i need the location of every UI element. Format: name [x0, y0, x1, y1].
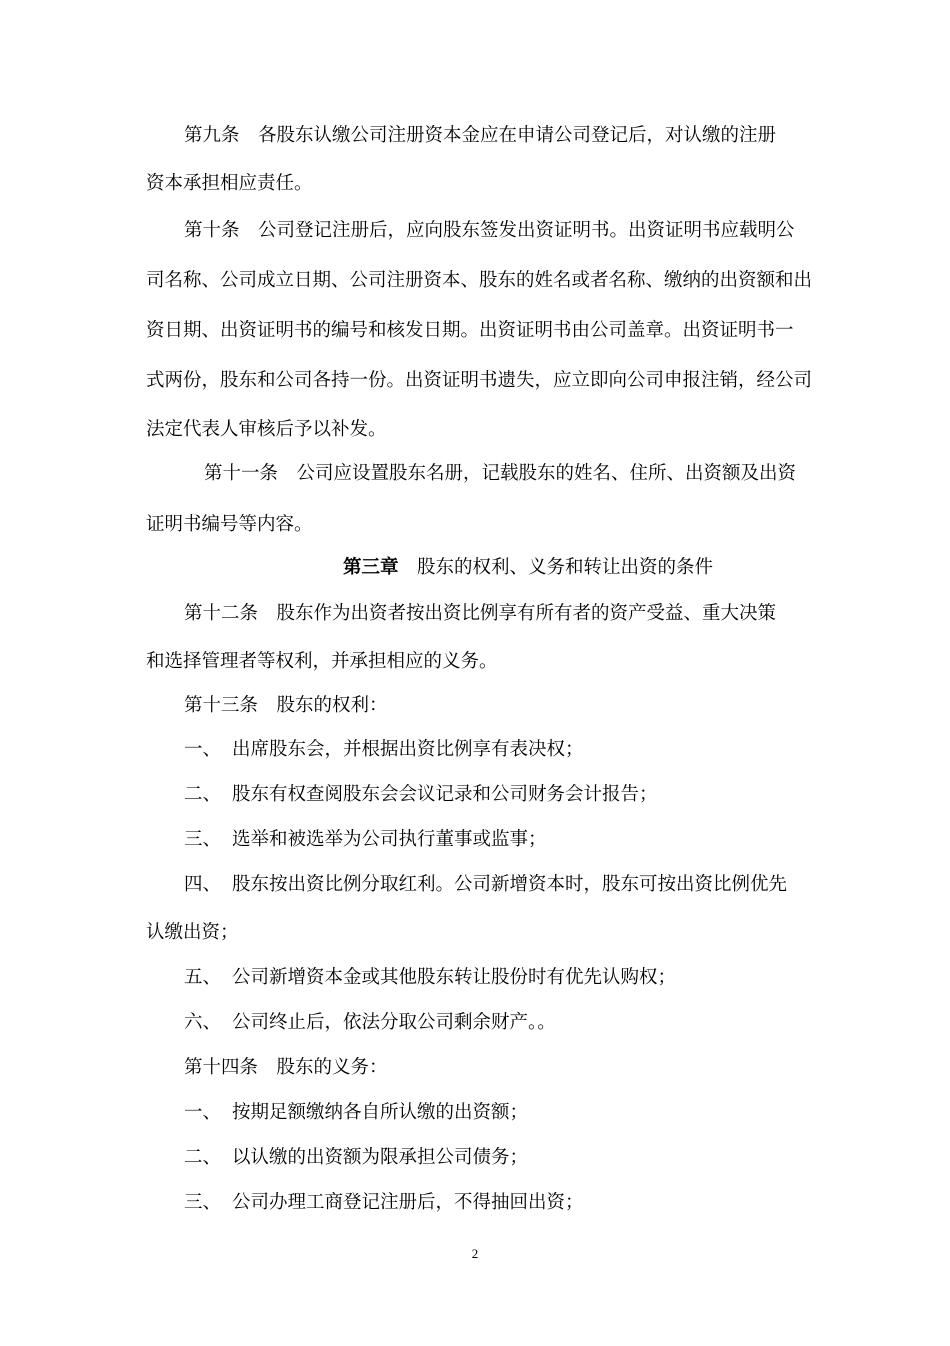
list-text: 公司办理工商登记注册后，不得抽回出资； — [232, 1192, 584, 1213]
article-10-line-4: 式两份，股东和公司各持一份。出资证明书遗失，应立即向公司申报注销，经公司 — [146, 370, 813, 391]
list-number: 三、 — [184, 829, 222, 850]
list-number: 二、 — [184, 784, 222, 805]
list-number: 一、 — [184, 739, 222, 760]
article-9-line-1: 第九条 各股东认缴公司注册资本金应在申请公司登记后，对认缴的注册 — [184, 125, 777, 146]
right-item-1 — [0, 733, 950, 767]
duty-item-3 — [0, 1186, 950, 1220]
article-10-line-5: 法定代表人审核后予以补发。 — [146, 419, 387, 440]
chapter-title: 股东的权利、义务和转让出资的条件 — [417, 557, 714, 578]
list-number: 四、 — [184, 874, 222, 895]
article-12-line-2: 和选择管理者等权利，并承担相应的义务。 — [146, 651, 498, 672]
list-text: 出席股东会，并根据出资比例享有表决权； — [232, 739, 584, 760]
right-item-6 — [0, 1006, 950, 1040]
article-11-line-1: 第十一条 公司应设置股东名册，记载股东的姓名、住所、出资额及出资 — [204, 463, 797, 484]
article-10-line-2: 司名称、公司成立日期、公司注册资本、股东的姓名或者名称、缴纳的出资额和出 — [146, 270, 813, 291]
page-number: 2 — [471, 1246, 479, 1261]
list-text: 按期足额缴纳各自所认缴的出资额； — [232, 1102, 529, 1123]
list-text: 公司终止后，依法分取公司剩余财产。。 — [232, 1012, 556, 1033]
list-number: 三、 — [184, 1192, 222, 1213]
list-text: 公司新增资本金或其他股东转让股份时有优先认购权； — [232, 967, 677, 988]
right-item-3 — [0, 823, 950, 857]
list-text: 以认缴的出资额为限承担公司债务； — [232, 1147, 529, 1168]
article-11-line-2: 证明书编号等内容。 — [146, 514, 313, 535]
chapter-heading — [0, 551, 950, 585]
article-9-line-2: 资本承担相应责任。 — [146, 173, 313, 194]
article-10-line-3: 资日期、出资证明书的编号和核发日期。出资证明书由公司盖章。出资证明书一 — [146, 320, 794, 341]
list-text: 股东有权查阅股东会会议记录和公司财务会计报告； — [232, 784, 658, 805]
right-item-2 — [0, 778, 950, 812]
article-12-line-1: 第十二条 股东作为出资者按出资比例享有所有者的资产受益、重大决策 — [184, 603, 777, 624]
duty-item-1 — [0, 1096, 950, 1130]
article-14-heading: 第十四条 股东的义务： — [184, 1057, 388, 1078]
chapter-label: 第三章 — [343, 557, 399, 578]
list-text: 选举和被选举为公司执行董事或监事； — [232, 829, 547, 850]
list-number: 一、 — [184, 1102, 222, 1123]
list-number: 五、 — [184, 967, 222, 988]
right-item-4-continued: 认缴出资； — [146, 922, 239, 943]
list-number: 二、 — [184, 1147, 222, 1168]
duty-item-2 — [0, 1141, 950, 1175]
list-number: 六、 — [184, 1012, 222, 1033]
article-10-line-1: 第十条 公司登记注册后，应向股东签发出资证明书。出资证明书应载明公 — [184, 220, 795, 241]
right-item-5 — [0, 961, 950, 995]
right-item-4 — [0, 868, 950, 902]
article-13-heading: 第十三条 股东的权利： — [184, 695, 388, 716]
list-text: 股东按出资比例分取红利。公司新增资本时，股东可按出资比例优先 — [232, 874, 788, 895]
